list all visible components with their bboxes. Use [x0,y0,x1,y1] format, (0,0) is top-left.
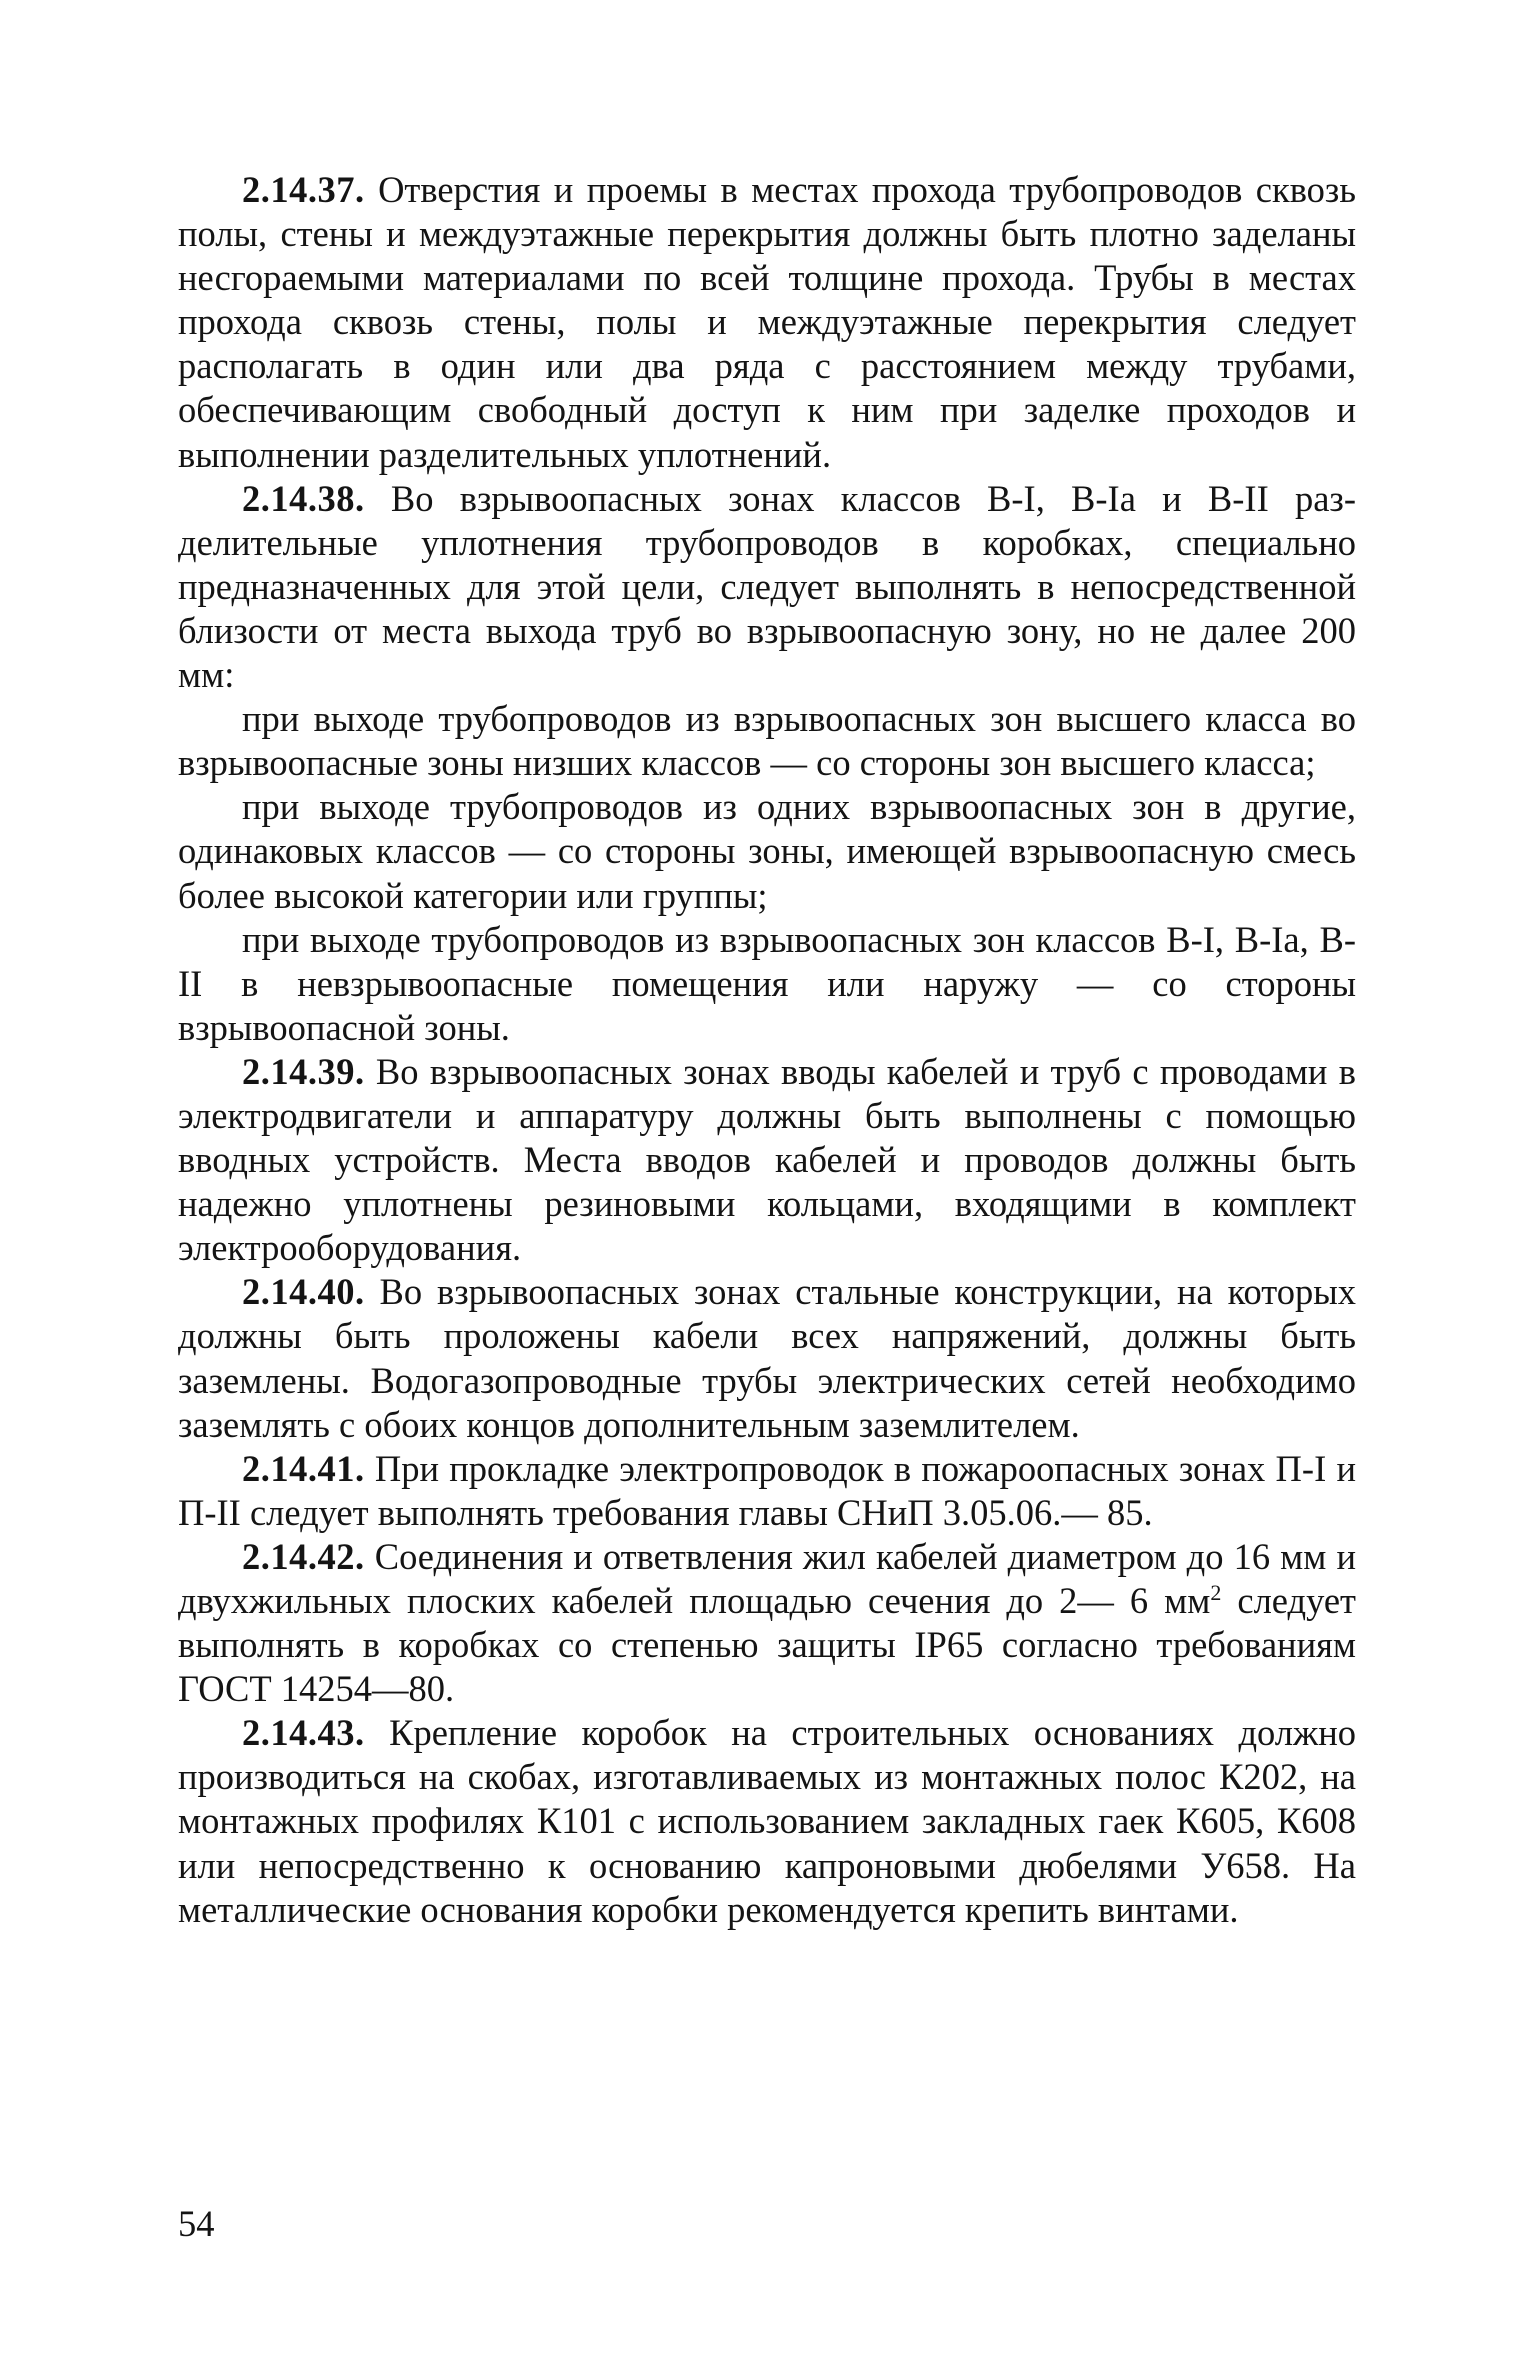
paragraph-number: 2.14.40. [242,1271,365,1313]
list-item-higher-class [178,697,1356,785]
paragraph-text: Крепление коробок на строительных основаниях должно производиться на скобах, изготавливаемых из монтажных полос К202, на монтажных профилях К101 с использованием закладных гаек К605, К608 или непосредственно к основанию капроновыми дюбелями У658. На металлические основания коробки рекомендуется крепить винтами. [178,1712,1357,1930]
paragraph-number: 2.14.42. [242,1535,365,1577]
paragraph-text: при выходе трубопроводов из взрывоопасных зон высшего класса во взрывоопасные зоны низших классов — со стороны зон высшего класса; [178,698,1356,784]
paragraph-text: При прокладке электропроводок в пожароопасных зонах П-I и П-II следует выполнять требования главы СНиП 3.05.06.— 85. [178,1447,1357,1533]
paragraph-text: при выходе трубопроводов из взрывоопасных зон классов В-I, В-Iа, В-II в невзрывоопасные помещения или наружу — со стороны взрывоопасной зоны. [178,918,1356,1048]
paragraph-2-14-38 [178,477,1356,697]
page-number: 54 [178,2203,215,2244]
paragraph-text: при выходе трубопроводов из одних взрывоопасных зон в другие, одинаковых классов — со стороны зоны, имеющей взрывоопасную смесь более высокой категории или группы; [178,786,1356,916]
paragraph-2-14-43 [178,1711,1356,1931]
paragraph-2-14-40 [178,1270,1356,1446]
paragraph-number: 2.14.41. [242,1447,365,1489]
paragraph-2-14-42 [178,1535,1356,1711]
paragraph-text: Соединения и ответвления жил кабелей диаметром до 16 мм и двухжильных плоских кабелей площадью сечения до 2— 6 мм [178,1535,1356,1621]
paragraph-text: Во взрывоопасных зонах вводы кабелей и труб с проводами в электродвигатели и аппаратуру должны быть выполнены с помощью вводных устройств. Места вводов кабелей и проводов должны быть надежно уплотнены резиновыми кольцами, входящими в комплект электрооборудования. [178,1050,1356,1269]
paragraph-2-14-41 [178,1447,1356,1535]
paragraph-text: Во взрывоопасных зонах классов В-I, В-Iа и В-II разделительные уплотнения трубопроводов в коробках, специально предназначенных для этой цели, следует выполнять в непосредственной близости от места выхода труб во взрывоопасную зону, но не далее 200 мм: [178,477,1356,696]
paragraph-number: 2.14.37. [242,169,365,210]
paragraph-number: 2.14.39. [242,1050,365,1092]
paragraph-2-14-39 [178,1050,1356,1270]
superscript: 2 [1210,1579,1222,1605]
paragraph-2-14-37 [178,168,1356,477]
paragraph-text: Во взрывоопасных зонах стальные конструкции, на которых должны быть проложены кабели всех напряжений, должны быть заземлены. Водогазопроводные трубы электрических сетей необходимо заземлять с обоих концов дополнительным заземлителем. [178,1271,1356,1445]
paragraph-text: следует выполнять в коробках со степенью защиты IP65 согласно требованиям ГОСТ 14254—80. [178,1580,1356,1710]
list-item-non-explosive [178,918,1356,1050]
document-body [178,168,1356,1932]
paragraph-text: Отверстия и проемы в местах прохода трубопроводов сквозь полы, стены и междуэтажные перекрытия должны быть плотно заделаны несгораемыми материалами по всей толщине прохода. Трубы в местах прохода сквозь стены, полы и междуэтажные перекрытия следует располагать в один или два ряда с расстоянием между трубами, обеспечивающим свободный доступ к ним при заделке проходов и выполнении разделительных уплотнений. [178,169,1356,475]
paragraph-number: 2.14.38. [242,477,365,519]
paragraph-number: 2.14.43. [242,1712,365,1754]
list-item-same-class [178,785,1356,917]
